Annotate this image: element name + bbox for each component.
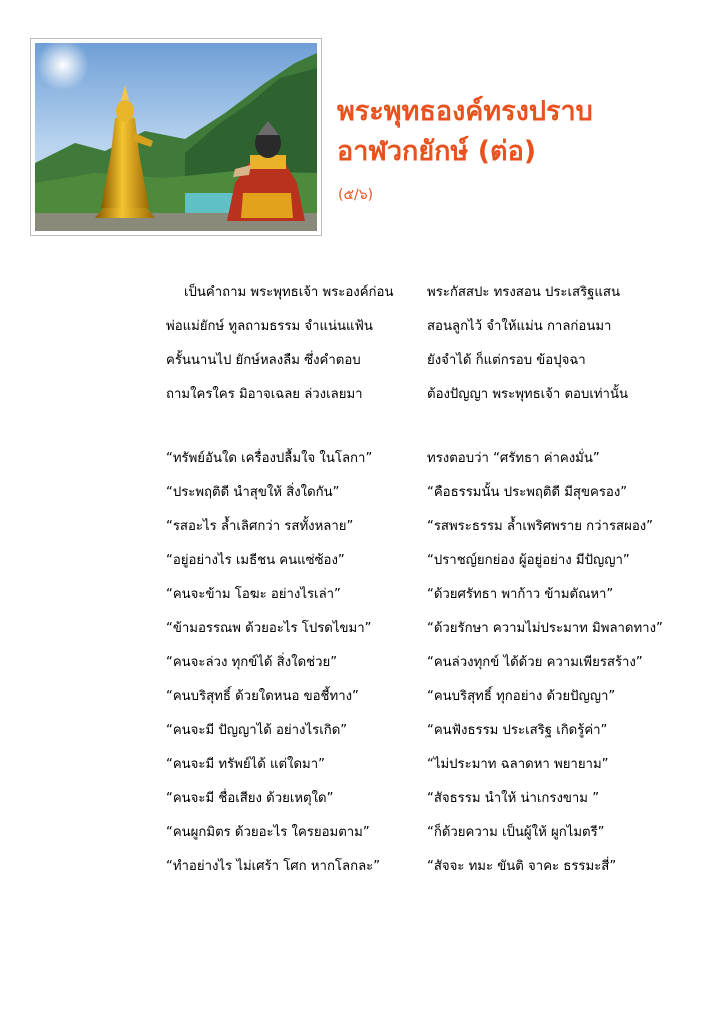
stanza2-line10-right: “ไม่ประมาท ฉลาดหา พยายาม” <box>427 757 609 772</box>
stanza1-line4-left: ถามใครใคร มิอาจเฉลย ล่วงเลยมา <box>166 387 363 402</box>
stanza2-line5-left: “คนจะข้าม โอฆะ อย่างไรเล่า” <box>166 587 341 602</box>
stanza1-line1-right: พระกัสสปะ ทรงสอน ประเสริฐแสน <box>427 285 620 300</box>
stanza2-line13-right: “สัจจะ ทมะ ขันติ จาคะ ธรรมะสี่” <box>427 859 617 874</box>
title-line-2: อาฬวกยักษ์ (ต่อ) <box>337 136 537 167</box>
page-title <box>337 92 707 172</box>
stanza2-line5-right: “ด้วยศรัทธา พาก้าว ข้ามตัณหา” <box>427 587 614 602</box>
illustration-frame <box>30 38 322 236</box>
stanza2-line2-right: “คือธรรมนั้น ประพฤติดี มีสุขครอง” <box>427 485 628 500</box>
stanza2-line12-right: “ก็ด้วยความ เป็นผู้ให้ ผูกไมตรี” <box>427 825 605 840</box>
stanza2-line8-right: “คนบริสุทธิ์ ทุกอย่าง ด้วยปัญญา” <box>427 689 616 704</box>
stanza2-line9-left: “คนจะมี ปัญญาได้ อย่างไรเกิด” <box>166 723 348 738</box>
stanza1-line3-right: ยังจำได้ ก็แต่กรอบ ข้อปุจฉา <box>427 353 586 368</box>
stanza2-line1-right: ทรงตอบว่า “ศรัทธา ค่าคงมั่น” <box>427 451 600 466</box>
stanza2-line7-left: “คนจะล่วง ทุกข์ได้ สิ่งใดช่วย” <box>166 655 338 670</box>
stanza2-line2-left: “ประพฤติดี นำสุขให้ สิ่งใดกัน” <box>166 485 340 500</box>
stanza2-line9-right: “คนฟังธรรม ประเสริฐ เกิดรู้ค่า” <box>427 723 608 738</box>
stanza1-line3-left: ครั้นนานไป ยักษ์หลงลืม ซึ่งคำตอบ <box>166 353 361 368</box>
stanza2-line6-right: “ด้วยรักษา ความไม่ประมาท มิพลาดทาง” <box>427 621 663 636</box>
stanza1-line4-right: ต้องปัญญา พระพุทธเจ้า ตอบเท่านั้น <box>427 387 628 402</box>
stanza2-line3-left: “รสอะไร ล้ำเลิศกว่า รสทั้งหลาย” <box>166 519 354 534</box>
stanza2-line11-right: “สัจธรรม นำให้ น่าเกรงขาม ” <box>427 791 600 806</box>
part-number: (๕/๖) <box>338 187 374 203</box>
stanza2-line11-left: “คนจะมี ชื่อเสียง ด้วยเหตุใด” <box>166 791 334 806</box>
stanza1-line1-left: เป็นคำถาม พระพุทธเจ้า พระองค์ก่อน <box>184 285 394 300</box>
stanza2-line3-right: “รสพระธรรม ล้ำเพริศพราย กว่ารสผอง” <box>427 519 654 534</box>
stanza2-line12-left: “คนผูกมิตร ด้วยอะไร ใครยอมตาม” <box>166 825 370 840</box>
stanza2-line6-left: “ข้ามอรรณพ ด้วยอะไร โปรดไขมา” <box>166 621 372 636</box>
stanza2-line1-left: “ทรัพย์อันใด เครื่องปลื้มใจ ในโลกา” <box>166 451 373 466</box>
stanza2-line4-right: “ปราชญ์ยกย่อง ผู้อยู่อย่าง มีปัญญา” <box>427 553 630 568</box>
stanza2-line8-left: “คนบริสุทธิ์ ด้วยใดหนอ ขอชี้ทาง” <box>166 689 359 704</box>
stanza2-line10-left: “คนจะมี ทรัพย์ได้ แต่ใดมา” <box>166 757 325 772</box>
buddha-and-yaksha-illustration <box>35 43 317 231</box>
stanza1-line2-left: พ่อแม่ยักษ์ ทูลถามธรรม จำแน่นแฟ้น <box>166 319 373 334</box>
stanza1-line2-right: สอนลูกไว้ จำให้แม่น กาลก่อนมา <box>427 319 612 334</box>
stanza2-line7-right: “คนล่วงทุกข์ ได้ด้วย ความเพียรสร้าง” <box>427 655 643 670</box>
title-line-1: พระพุทธองค์ทรงปราบ <box>337 96 593 127</box>
stanza2-line4-left: “อยู่อย่างไร เมธีชน คนแซ่ซ้อง” <box>166 553 345 568</box>
stanza2-line13-left: “ทำอย่างไร ไม่เศร้า โศก หากโลกละ” <box>166 859 381 874</box>
